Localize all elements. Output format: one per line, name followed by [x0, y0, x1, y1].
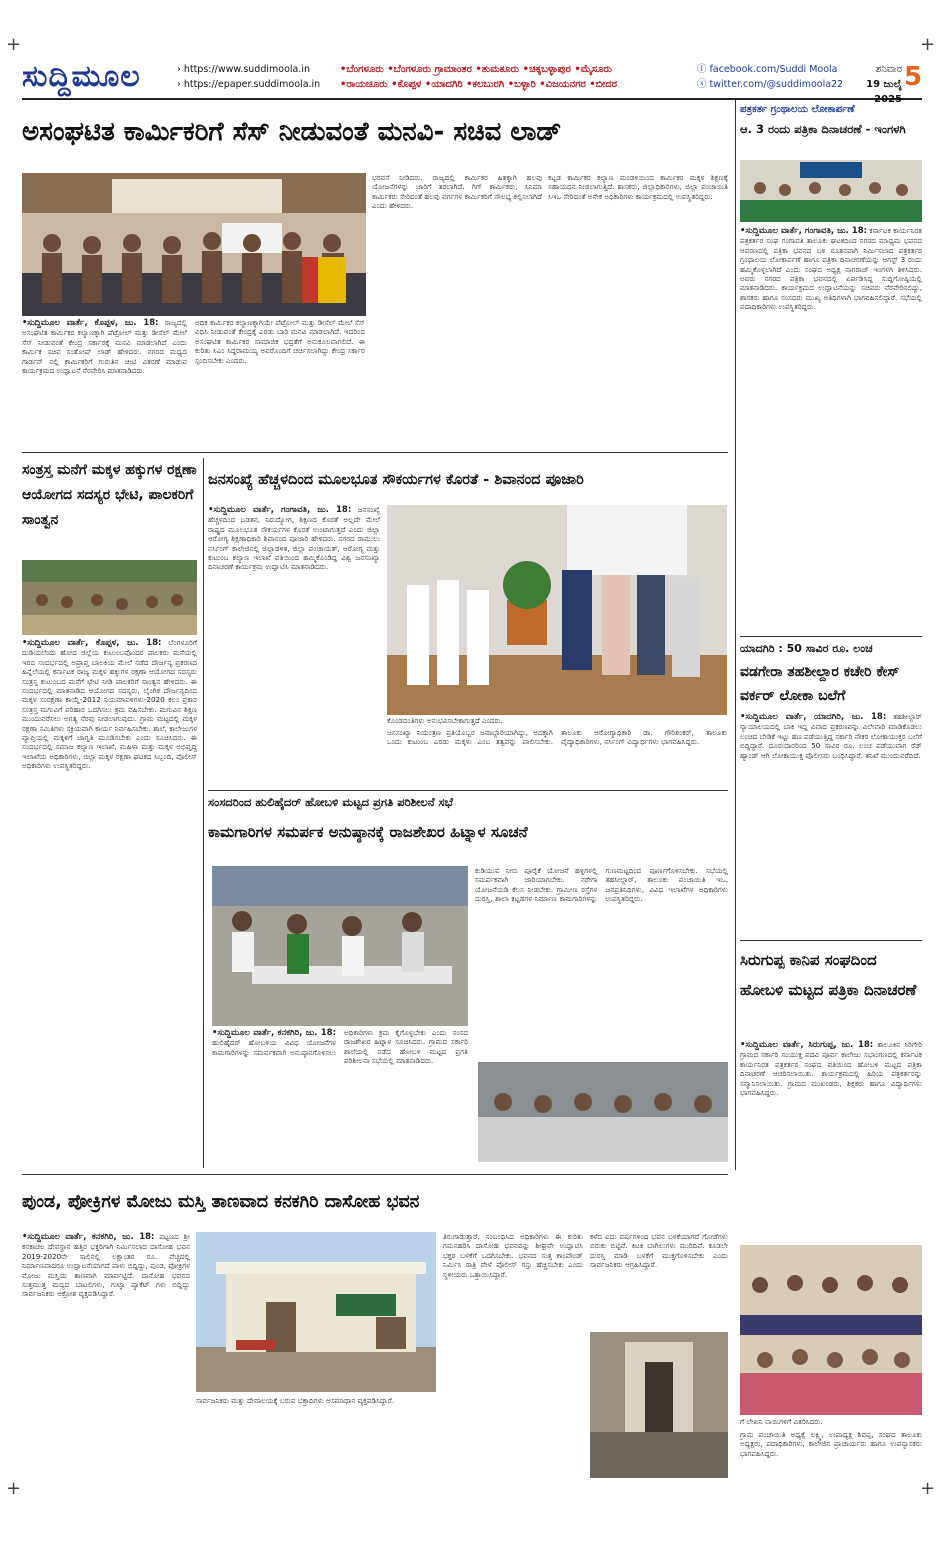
- cities-line: •ಬೆಂಗಳೂರು •ಬೆಂಗಳೂರು ಗ್ರಾಮಾಂತರ •ತುಮಕೂರು •ಚಿಕ್ಕಬಳ್ಳಾಪುರ •ಮೈಸೂರು: [340, 64, 612, 75]
- children-story-photo[interactable]: [22, 560, 197, 635]
- dasoha-body: •ಸುದ್ದಿಮೂಲ ವಾರ್ತೆ, ಕನಕಗಿರಿ, ಜು. 18: ಪಟ್ಟಣದ ಶ್ರೀ ಕನಕಾಚಲ ದೇವಸ್ಥಾನ ಹತ್ತಿರ ಭಕ್ತರಿಗಾಗಿ ನಿರ್ಮಿಸಲಾದ ದಾಸೋಹ ಭವನ 2019-2020ನೇ ಸಾಲಿನಲ್ಲಿ ಲಕ್ಷಾಂತರ ರೂ. ವೆಚ್ಚದಲ್ಲಿ ನಿರ್ಮಾಣವಾದರೂ ಉದ್ಘಾಟನೆಯಾಗದೆ ಪಾಳು ಬಿದ್ದಿದ್ದು, ಪುಂಡ, ಪೋಕ್ರಿಗಳ ಮೋಜು ಮಸ್ತಿಯ ತಾಣವಾಗಿ ಮಾರ್ಪಟ್ಟಿದೆ. ದಾಸೋಹ ಭವನದ ಸುತ್ತಮುತ್ತ ಮದ್ಯದ ಬಾಟಲಿಗಳು, ಗುಟ್ಕಾ ಪ್ಯಾಕೆಟ್ ಗಳು ಬಿದ್ದಿದ್ದು ಸಾರ್ವಜನಿಕರು ಆಕ್ರೋಶ ವ್ಯಕ್ತಪಡಿಸಿದ್ದಾರೆ.: [22, 1232, 190, 1299]
- byline: •ಸುದ್ದಿಮೂಲ ವಾರ್ತೆ, ಕನಕಗಿರಿ, ಜು. 18:: [212, 1028, 336, 1038]
- review-meeting-photo: [212, 866, 468, 1026]
- crop-mark: +: [6, 34, 22, 55]
- section-rule: [740, 636, 922, 637]
- dasoha-body-3: ಕಳೆದ ಐದು ವರ್ಷಗಳಿಂದ ಭವನ ಬಳಕೆಯಾಗದೆ ಗೋಡೆಗಳು ಬಿರುಕು ಬಿಟ್ಟಿವೆ. ಕಿಟಕಿ ಬಾಗಿಲುಗಳು ಮುರಿದಿವೆ. ಕೂಡಲೇ ದುರಸ್ತಿ ಮಾಡಿ ಬಳಕೆಗೆ ಮುಕ್ತಗೊಳಿಸಬೇಕು ಎಂದು ಸಾರ್ವಜನಿಕರು ಆಗ್ರಹಿಸಿದ್ದಾರೆ.: [590, 1232, 728, 1270]
- facebook-link[interactable]: ⓕ facebook.com/Suddi Moola: [697, 64, 838, 75]
- twitter-icon: ⓧ: [697, 79, 707, 90]
- lead-column-2: ಅಧಿಕ ಕಾರ್ಮಿಕರ ಕಲ್ಯಾಣಕ್ಕಾಗಿಯೇ ಪೆಟ್ರೋಲ್ ಮತ್ತು ಡೀಸೆಲ್ ಮೇಲೆ ಸೆಸ್ ವಿಧಿಸಿ ನೀಡುವಂತೆ ಕೇಂದ್ರಕ್ಕೆ ಎರಡು ಬಾರಿ ಮನವಿ ಮಾಡಲಾಗಿದೆ. ಇದರಿಂದ ಅಸಂಘಟಿತ ಕಾರ್ಮಿಕರ ಸಾಮಾಜಿಕ ಭದ್ರತೆಗೆ ಅನುಕೂಲವಾಗಲಿದೆ. ಈ ಕುರಿತು ಸಿಎಂ ಸಿದ್ದರಾಮಯ್ಯ ಅವರೊಂದಿಗೆ ಚರ್ಚಿಸಲಾಗಿದ್ದು ಕೇಂದ್ರ ಸರ್ಕಾರ ಸ್ಪಂದಿಸಬೇಕು ಎಂದರು.: [195, 318, 365, 365]
- section-rule: [208, 790, 728, 791]
- lead-column-4: ಕಟ್ಟಡ ಕಾರ್ಮಿಕರ ಕಲ್ಯಾಣ ಮಂಡಳಿಯಿಂದ ಕಾರ್ಮಿಕರ ಮಕ್ಕಳ ಶಿಕ್ಷಣಕ್ಕೆ ಸಹಾಯಧನ ನೀಡಲಾಗುತ್ತಿದೆ. ಶಾಸಕರು, ಜಿಲ್ಲಾಧಿಕಾರಿಗಳು, ಜಿಲ್ಲಾ ಪಂಚಾಯಿತಿ ಸಿಇಒ ಸೇರಿದಂತೆ ಅನೇಕ ಅಧಿಕಾರಿಗಳು ಕಾರ್ಯಕ್ರಮದಲ್ಲಿ ಉಪಸ್ಥಿತರಿದ್ದರು.: [548, 173, 728, 201]
- population-story-body-2: ಜನಸಂಖ್ಯಾ ನಿಯಂತ್ರಣ ಪ್ರತಿಯೊಬ್ಬರ ಜವಾಬ್ದಾರಿಯಾಗಿದ್ದು, ಅದಕ್ಕಾಗಿ ಒಂದು ಕುಟುಂಬ ಎರಡು ಮಕ್ಕಳು ಎಂಬ ತತ್ವವನ್ನು ಪಾಲಿಸಬೇಕು. ತಾಲೂಕು ಆರೋಗ್ಯಾಧಿಕಾರಿ ಡಾ. ಗೌರಿಶಂಕರ್, ತಾಲೂಕು ವೈದ್ಯಾಧಿಕಾರಿಗಳು, ನರ್ಸಿಂಗ್ ವಿದ್ಯಾರ್ಥಿಗಳು ಭಾಗವಹಿಸಿದ್ದರು.: [387, 728, 727, 747]
- lead-photo[interactable]: [22, 173, 366, 316]
- press-meet-photo: [740, 160, 922, 222]
- dasoha-body-2: ತಿರುಗಾಡುತ್ತಾರೆ. ಸಂಬಂಧಿಸಿದ ಅಧಿಕಾರಿಗಳು ಈ ಕುರಿತು ಗಮನಹರಿಸಿ ದಾಸೋಹ ಭವನವನ್ನು ಶೀಘ್ರವೇ ಉದ್ಘಾಟಿಸಿ ಭಕ್ತರ ಬಳಕೆಗೆ ಒದಗಿಸಬೇಕು. ಭವನದ ಸುತ್ತ ಕಾಂಪೌಂಡ್ ನಿರ್ಮಿಸಿ ರಾತ್ರಿ ವೇಳೆ ಪೊಲೀಸ್ ಗಸ್ತು ಹೆಚ್ಚಿಸಬೇಕು ಎಂದು ಸ್ಥಳೀಯರು ಒತ್ತಾಯಿಸಿದ್ದಾರೆ.: [443, 1232, 583, 1279]
- section-rule: [740, 940, 922, 941]
- column-divider: [203, 458, 204, 1168]
- dasoha-photo[interactable]: [196, 1232, 436, 1392]
- facebook-icon: ⓕ: [697, 64, 707, 75]
- siruguppa-photo-caption: ಗೆ ಲೇಖನಿ ನಾಯಿಗಳಿಗೆ ವಿತರಿಸಿದರು.: [740, 1417, 823, 1426]
- byline: •ಸುದ್ದಿಮೂಲ ವಾರ್ತೆ, ಸಿರುಗುಪ್ಪ, ಜು. 18:: [740, 1040, 874, 1050]
- lokayukta-kicker[interactable]: ಯಾದಗಿರಿ : 50 ಸಾವಿರ ರೂ. ಲಂಚ: [740, 642, 873, 655]
- byline: •ಸುದ್ದಿಮೂಲ ವಾರ್ತೆ, ಗಂಗಾವತಿ, ಜು. 18:: [740, 226, 868, 236]
- sidebar-top-photo[interactable]: [740, 160, 922, 222]
- section-rule: [22, 452, 728, 453]
- issue-date: 19 ಜುಲೈ 2025: [866, 79, 902, 105]
- page-number: 5: [904, 62, 923, 92]
- dasoha-interior-photo: [590, 1332, 728, 1478]
- population-photo-caption: ಕೊಂಡದಂತಿಗಳು ಅನುಭವಿಸಬೇಕಾಗುತ್ತದೆ ಎಂದರು.: [387, 716, 503, 725]
- mp-story-photo-2[interactable]: [478, 1062, 728, 1162]
- mp-story-body: •ಸುದ್ದಿಮೂಲ ವಾರ್ತೆ, ಕನಕಗಿರಿ, ಜು. 18: ಹುಲಿಹೈದರ್ ಹೋಬಳಿಯ ವಿವಿಧ ಯೋಜನೆಗಳ ಕಾಮಗಾರಿಗಳನ್ನು ಸಮರ್ಪಕವಾಗಿ ಅನುಷ್ಠಾನಗೊಳಿಸಲು ಅಧಿಕಾರಿಗಳು ಕ್ರಮ ಕೈಗೊಳ್ಳಬೇಕು ಎಂದು ಸಂಸದ ರಾಜಶೇಖರ ಹಿಟ್ನಾಳ ಸೂಚಿಸಿದರು. ಗ್ರಾಮದ ಸರ್ಕಾರಿ ಶಾಲೆಯಲ್ಲಿ ನಡೆದ ಹೋಬಳಿ ಮಟ್ಟದ ಪ್ರಗತಿ ಪರಿಶೀಲನಾ ಸಭೆಯಲ್ಲಿ ಮಾತನಾಡಿದರು.: [212, 1028, 468, 1066]
- dasoha-photo-caption: ಸಾರ್ವಜನಿಕರು ಮತ್ತು ದೇವಾಲಯಕ್ಕೆ ಬರುವ ಭಕ್ತಾದಿಗಳು ಅಸಮಾಧಾನ ವ್ಯಕ್ತಪಡಿಸಿದ್ದಾರೆ.: [196, 1396, 395, 1405]
- masthead: [22, 58, 923, 105]
- lokayukta-body: •ಸುದ್ದಿಮೂಲ ವಾರ್ತೆ, ಯಾದಗಿರಿ, ಜು. 18: ತಹಶೀಲ್ದಾರ್ ನ್ಯಾಯಾಲಯದಲ್ಲಿ ಬಾಕಿ ಇದ್ದ ವಿವಾದ ಪ್ರಕರಣವನ್ನು ವಿಲೇವಾರಿ ಮಾಡಿಕೊಡಲು ಲಂಚದ ಬೇಡಿಕೆ ಇಟ್ಟು ಹಣ ಪಡೆಯುತ್ತಿದ್ದ ಸರ್ಕಾರಿ ನೌಕರ ಲೋಕಾಯುಕ್ತರ ಬಲೆಗೆ ಬಿದ್ದಿದ್ದಾರೆ. ದೂರುದಾರರಿಂದ 50 ಸಾವಿರ ರೂ. ಲಂಚ ಪಡೆಯುವಾಗ ರೆಡ್ ಹ್ಯಾಂಡ್ ಆಗಿ ಲೋಕಾಯುಕ್ತ ಪೊಲೀಸರು ಬಂಧಿಸಿದ್ದಾರೆ. ತನಿಖೆ ಮುಂದುವರೆದಿದೆ.: [740, 712, 922, 760]
- byline: •ಸುದ್ದಿಮೂಲ ವಾರ್ತೆ, ಕೊಪ್ಪಳ, ಜು. 18:: [22, 638, 162, 648]
- sidebar-top-headline[interactable]: ಆ. 3 ರಂದು ಪತ್ರಿಕಾ ದಿನಾಚರಣೆ - ಇಂಗಳಗಿ: [740, 122, 906, 136]
- sidebar-top-body: •ಸುದ್ದಿಮೂಲ ವಾರ್ತೆ, ಗಂಗಾವತಿ, ಜು. 18: ಕರ್ನಾಟಕ ಕಾರ್ಯನಿರತ ಪತ್ರಕರ್ತರ ಸಂಘ ಗಂಗಾವತಿ ತಾಲೂಕು ಘಟಕದಿಂದ ನಗರದ ಮಾಧ್ಯಮ ಭವನದ ಆವರಣದಲ್ಲಿ ಪತ್ರಿಕಾ ಭವನದ ಬಳಿ ನೂತನವಾಗಿ ನಿರ್ಮಿಸಲಾದ ಪತ್ರಕರ್ತರ ಗ್ರಂಥಾಲಯ ಲೋಕಾರ್ಪಣೆ ಹಾಗೂ ಪತ್ರಿಕಾ ದಿನಾಚರಣೆಯನ್ನು ಆಗಸ್ಟ್ 3 ರಂದು ಹಮ್ಮಿಕೊಳ್ಳಲಾಗಿದೆ ಎಂದು ಸಂಘದ ಅಧ್ಯಕ್ಷ ನಾಗರಾಜ್ ಇಂಗಳಗಿ ತಿಳಿಸಿದರು. ಅವರು ನಗರದ ಪತ್ರಿಕಾ ಭವನದಲ್ಲಿ ಏರ್ಪಡಿಸಿದ್ದ ಸುದ್ದಿಗೋಷ್ಠಿಯಲ್ಲಿ ಮಾತನಾಡಿದರು. ಕಾರ್ಯಕ್ರಮದ ಉದ್ಘಾಟನೆಯನ್ನು ಸಚಿವರು ನೆರವೇರಿಸಲಿದ್ದು, ಶಾಸಕರು ಹಾಗೂ ಸಂಸದರು ಮುಖ್ಯ ಅತಿಥಿಗಳಾಗಿ ಭಾಗವಹಿಸಲಿದ್ದಾರೆ. ಸಭೆಯಲ್ಲಿ ಪದಾಧಿಕಾರಿಗಳು ಉಪಸ್ಥಿತರಿದ್ದರು.: [740, 226, 922, 312]
- felicitation-photo: [740, 1245, 922, 1415]
- weekday: ಶನಿವಾರ: [875, 64, 902, 75]
- children-story-headline[interactable]: ಸಂತ್ರಸ್ತ ಮನೆಗೆ ಮಕ್ಕಳ ಹಕ್ಕುಗಳ ರಕ್ಷಣಾ ಆಯೋಗದ ಸದಸ್ಯರ ಭೇಟಿ, ಪಾಲಕರಿಗೆ ಸಾಂತ್ವನ: [22, 462, 197, 528]
- mp-story-headline[interactable]: ಕಾಮಗಾರಿಗಳ ಸಮರ್ಪಕ ಅನುಷ್ಠಾನಕ್ಕೆ ರಾಜಶೇಖರ ಹಿಟ್ನಾಳ ಸೂಚನೆ: [208, 823, 528, 841]
- crop-mark: +: [6, 1478, 22, 1499]
- twitter-link[interactable]: ⓧ twitter.com/@suddimoola22: [697, 79, 844, 90]
- lead-column-3: ಭರವಸೆ ನೀಡಿದರು. ರಾಜ್ಯದಲ್ಲಿ ಕಾರ್ಮಿಕರ ಹಿತಕ್ಕಾಗಿ ಹಲವು ಯೋಜನೆಗಳನ್ನು ಜಾರಿಗೆ ತರಲಾಗಿದೆ. ಗಿಗ್ ಕಾರ್ಮಿಕರು, ಸಿನಿಮಾ ಕಾರ್ಮಿಕರು ಸೇರಿದಂತೆ ಹಲವು ವರ್ಗಗಳ ಕಾರ್ಮಿಕರಿಗೆ ಸೌಲಭ್ಯ ಕಲ್ಪಿಸಲಾಗಿದೆ ಎಂದು ಹೇಳಿದರು.: [372, 173, 542, 211]
- plant-watering-photo: [387, 505, 727, 715]
- dasoha-headline[interactable]: ಪುಂಡ, ಪೋಕ್ರಿಗಳ ಮೋಜು ಮಸ್ತಿ ತಾಣವಾದ ಕನಕಗಿರಿ ದಾಸೋಹ ಭವನ: [22, 1192, 420, 1212]
- lead-intro: •ಸುದ್ದಿಮೂಲ ವಾರ್ತೆ, ಕೊಪ್ಪಳ, ಜು. 18: ರಾಜ್ಯದಲ್ಲಿ ಅಸಂಘಟಿತ ಕಾರ್ಮಿಕರ ಕಲ್ಯಾಣಕ್ಕಾಗಿ ಪೆಟ್ರೋಲ್ ಮತ್ತು ಡೀಸೆಲ್ ಮೇಲೆ ಸೆಸ್ ನೀಡುವಂತೆ ಕೇಂದ್ರ ಸರ್ಕಾರಕ್ಕೆ ಮನವಿ ಮಾಡಲಾಗಿದೆ ಎಂದು ಕಾರ್ಮಿಕ ಸಚಿವ ಸಂತೋಷ್ ಲಾಡ್ ಹೇಳಿದರು. ನಗರದ ಮಧ್ಯದ ಗಾರ್ಡನ್ ನಲ್ಲಿ ಕಾರ್ಮಿಕರಿಗೆ ಗುರುತಿನ ಚೀಟಿ ವಿತರಣೆ ಮಾಡುವ ಕಾರ್ಯಕ್ರಮದ ಉದ್ಘಾಟನೆ ನೆರವೇರಿಸಿ ಮಾತನಾಡಿದರು.: [22, 318, 187, 376]
- mp-story-photo[interactable]: [212, 866, 468, 1026]
- children-story-body: •ಸುದ್ದಿಮೂಲ ವಾರ್ತೆ, ಕೊಪ್ಪಳ, ಜು. 18: ಬೆಂಗಳೂರಿಗೆ ದುಡಿಯಲೆಂದು ಹೋದ ಜಿಲ್ಲೆಯ ಕುಟುಂಬವೊಂದರ ಪಾಲಕರು ಮನೆಯಲ್ಲಿ ಇರದ ಸಂದರ್ಭದಲ್ಲಿ ಅಪ್ರಾಪ್ತ ಬಾಲಕಿಯ ಮೇಲೆ ನಡೆದ ದೌರ್ಜನ್ಯ ಪ್ರಕರಣದ ಹಿನ್ನೆಲೆಯಲ್ಲಿ ಕರ್ನಾಟಕ ರಾಜ್ಯ ಮಕ್ಕಳ ಹಕ್ಕುಗಳ ರಕ್ಷಣಾ ಆಯೋಗದ ಸದಸ್ಯರು ಸಂತ್ರಸ್ತ ಕುಟುಂಬದ ಮನೆಗೆ ಭೇಟಿ ನೀಡಿ ಪಾಲಕರಿಗೆ ಸಾಂತ್ವನ ಹೇಳಿದರು. ಈ ಸಂದರ್ಭದಲ್ಲಿ ಮಾತನಾಡಿದ ಆಯೋಗದ ಸದಸ್ಯರು, ಲೈಂಗಿಕ ದೌರ್ಜನ್ಯದಿಂದ ಮಕ್ಕಳ ಸಂರಕ್ಷಣಾ ಕಾಯ್ದೆ-2012 ನಿಯಮಾವಳಿಗಳು-2020 ಕಲಂ ಪ್ರಕಾರ ಸಂತ್ರಸ್ತ ಮಗುವಿಗೆ ಪರಿಹಾರ ಒದಗಿಸಲು ಕ್ರಮ ವಹಿಸಬೇಕು. ಮಗುವಿನ ಶಿಕ್ಷಣ ಮುಂದುವರೆಸಲು ಅಗತ್ಯ ನೆರವು ನೀಡಲಾಗುವುದು. ಗ್ರಾಮ ಮಟ್ಟದಲ್ಲಿ ಮಕ್ಕಳ ರಕ್ಷಣಾ ಸಮಿತಿಗಳು ಸಕ್ರಿಯವಾಗಿ ಕಾರ್ಯ ನಿರ್ವಹಿಸಬೇಕು. ಶಾಲೆ, ಕಾಲೇಜುಗಳ ವ್ಯಾಪ್ತಿಯಲ್ಲಿ ಮಕ್ಕಳಿಗೆ ಜಾಗೃತಿ ಮೂಡಿಸಬೇಕು ಎಂದು ಸೂಚಿಸಿದರು. ಈ ಸಂದರ್ಭದಲ್ಲಿ ಸಮಾಜ ಕಲ್ಯಾಣ ಇಲಾಖೆ, ಮಹಿಳಾ ಮತ್ತು ಮಕ್ಕಳ ಅಭಿವೃದ್ಧಿ ಇಲಾಖೆಯ ಅಧಿಕಾರಿಗಳು, ಜಿಲ್ಲಾ ಮಕ್ಕಳ ರಕ್ಷಣಾ ಘಟಕದ ಸಿಬ್ಬಂದಿ, ಪೊಲೀಸ್ ಅಧಿಕಾರಿಗಳು ಉಪಸ್ಥಿತರಿದ್ದರು.: [22, 638, 197, 771]
- siruguppa-body-2: ಗ್ರಾಮ ಪಂಚಾಯಿತಿ ಅಧ್ಯಕ್ಷೆ ಲಕ್ಷ್ಮಿ, ಉಪಾಧ್ಯಕ್ಷ ಶಿವಪ್ಪ, ಸಂಘದ ತಾಲೂಕು ಅಧ್ಯಕ್ಷರು, ಪದಾಧಿಕಾರಿಗಳು, ಕಾಲೇಜಿನ ಪ್ರಾಚಾರ್ಯರು ಹಾಗೂ ಉಪನ್ಯಾಸಕರು ಭಾಗವಹಿಸಿದ್ದರು.: [740, 1430, 922, 1458]
- mp-story-kicker[interactable]: ಸಂಸದರಿಂದ ಹುಲಿಹೈದರ್ ಹೋಬಳಿ ಮಟ್ಟದ ಪ್ರಗತಿ ಪರಿಶೀಲನೆ ಸಭೆ: [208, 795, 453, 809]
- sidebar-top-kicker[interactable]: ಪತ್ರಕರ್ತ ಗ್ರಂಥಾಲಯ ಲೋಕಾರ್ಪಣೆ: [740, 104, 855, 115]
- epaper-link[interactable]: › https://epaper.suddimoola.in: [177, 79, 321, 90]
- lokayukta-headline[interactable]: ವಡಗೇರಾ ತಹಶೀಲ್ದಾರ ಕಚೇರಿ ಕೇಸ್ ವರ್ಕರ್ ಲೋಕಾ ಬಲೆಗೆ: [740, 664, 900, 704]
- social-links: [697, 62, 843, 92]
- dateline: [840, 62, 902, 107]
- dasoha-photo-2[interactable]: [590, 1332, 728, 1478]
- section-rule: [22, 1174, 728, 1175]
- byline: •ಸುದ್ದಿಮೂಲ ವಾರ್ತೆ, ಕೊಪ್ಪಳ, ಜು. 18:: [22, 318, 159, 328]
- newspaper-logo[interactable]: ಸುದ್ದಿಮೂಲ: [22, 59, 141, 94]
- website-links: [177, 62, 320, 92]
- lead-headline[interactable]: ಅಸಂಘಟಿತ ಕಾರ್ಮಿಕರಿಗೆ ಸೆಸ್ ನೀಡುವಂತೆ ಮನವಿ- ಸಚಿವ ಲಾಡ್: [22, 117, 562, 147]
- siruguppa-body: •ಸುದ್ದಿಮೂಲ ವಾರ್ತೆ, ಸಿರುಗುಪ್ಪ, ಜು. 18: ತಾಲೂಕಿನ ಸಿರಿಗೇರಿ ಗ್ರಾಮದ ಸರ್ಕಾರಿ ಸಂಯುಕ್ತ ಪದವಿ ಪೂರ್ವ ಕಾಲೇಜು ಸಭಾಂಗಣದಲ್ಲಿ ಕರ್ನಾಟಕ ಕಾರ್ಯನಿರತ ಪತ್ರಕರ್ತರ ಸಂಘದ ವತಿಯಿಂದ ಹೋಬಳಿ ಮಟ್ಟದ ಪತ್ರಿಕಾ ದಿನಾಚರಣೆ ಆಚರಿಸಲಾಯಿತು. ಕಾರ್ಯಕ್ರಮದಲ್ಲಿ ಹಿರಿಯ ಪತ್ರಕರ್ತರನ್ನು ಸನ್ಮಾನಿಸಲಾಯಿತು. ಗ್ರಾಮದ ಮುಖಂಡರು, ಶಿಕ್ಷಕರು ಹಾಗೂ ವಿದ್ಯಾರ್ಥಿಗಳು ಭಾಗವಹಿಸಿದ್ದರು.: [740, 1040, 922, 1098]
- population-story-body: •ಸುದ್ದಿಮೂಲ ವಾರ್ತೆ, ಗಂಗಾವತಿ, ಜು. 18: ಜನಸಂಖ್ಯೆ ಹೆಚ್ಚಳದಿಂದ ಬಡತನ, ನಿರುದ್ಯೋಗ, ಶಿಕ್ಷಣದ ಕೊರತೆ ಅಲ್ಲದೇ ಮೇಲೆ ರಾಷ್ಟ್ರದ ಮೂಲಭೂತ ಸೌಕರ್ಯಗಳ ಕೊರತೆ ಉಂಟಾಗುತ್ತದೆ ಎಂದು ಜಿಲ್ಲಾ ಆರೋಗ್ಯ ಶಿಕ್ಷಣಾಧಿಕಾರಿ ಶಿವಾನಂದ ಪೂಜಾರಿ ಹೇಳಿದರು. ನಗರದ ರಾಮುಲು ನರ್ಸಿಂಗ್ ಕಾಲೇಜಿನಲ್ಲಿ ಜಿಲ್ಲಾಡಳಿತ, ಜಿಲ್ಲಾ ಪಂಚಾಯತ್, ಆರೋಗ್ಯ ಮತ್ತು ಕುಟುಂಬ ಕಲ್ಯಾಣ ಇಲಾಖೆ ವತಿಯಿಂದ ಹಮ್ಮಿಕೊಂಡಿದ್ದ ವಿಶ್ವ ಜನಸಂಖ್ಯಾ ದಿನಾಚರಣೆ ಕಾರ್ಯಕ್ರಮ ಉದ್ಘಾಟಿಸಿ ಮಾತನಾಡಿದರು.: [208, 505, 380, 572]
- byline: •ಸುದ್ದಿಮೂಲ ವಾರ್ತೆ, ಯಾದಗಿರಿ, ಜು. 18:: [740, 712, 887, 722]
- ceremony-photo: [22, 173, 366, 316]
- crop-mark: +: [920, 1478, 936, 1499]
- audience-photo: [478, 1062, 728, 1162]
- column-divider: [735, 100, 736, 1170]
- byline: •ಸುದ್ದಿಮೂಲ ವಾರ್ತೆ, ಗಂಗಾವತಿ, ಜು. 18:: [208, 505, 352, 515]
- siruguppa-headline[interactable]: ಸಿರುಗುಪ್ಪ ಕಾನಿಪ ಸಂಘದಿಂದ ಹೋಬಳಿ ಮಟ್ಟದ ಪತ್ರಿಕಾ ದಿನಾಚರಣೆ: [740, 951, 917, 999]
- population-story-photo[interactable]: [387, 505, 727, 715]
- crop-mark: +: [920, 34, 936, 55]
- mp-story-body-right: ಕುಡಿಯುವ ನೀರು ಪೂರೈಕೆ ಯೋಜನೆ ಹಳ್ಳಿಗಳಲ್ಲಿ ಸಮರ್ಪಕವಾಗಿ ಜಾರಿಯಾಗಬೇಕು. ನರೇಗಾ ಯೋಜನೆಯಡಿ ಕೆಲಸ ನೀಡಬೇಕು. ಗ್ರಾಮೀಣ ರಸ್ತೆಗಳ ದುರಸ್ತಿ, ಶಾಲಾ ಕಟ್ಟಡಗಳ ನಿರ್ಮಾಣ ಕಾಮಗಾರಿಗಳನ್ನು ಗುಣಮಟ್ಟದಿಂದ ಪೂರ್ಣಗೊಳಿಸಬೇಕು. ಸಭೆಯಲ್ಲಿ ತಹಸೀಲ್ದಾರ್, ತಾಲೂಕು ಪಂಚಾಯಿತಿ ಇಒ, ಜನಪ್ರತಿನಿಧಿಗಳು, ವಿವಿಧ ಇಲಾಖೆಗಳ ಅಧಿಕಾರಿಗಳು ಉಪಸ್ಥಿತರಿದ್ದರು.: [475, 866, 728, 904]
- byline: •ಸುದ್ದಿಮೂಲ ವಾರ್ತೆ, ಕನಕಗಿರಿ, ಜು. 18:: [22, 1232, 155, 1242]
- siruguppa-photo[interactable]: [740, 1245, 922, 1415]
- cities-line: •ರಾಯಚೂರು •ಕೊಪ್ಪಳ •ಯಾದಗಿರಿ •ಕಲಬುರಗಿ •ಬಳ್ಳಾರಿ •ವಿಜಯನಗರ •ಬೀದರ: [340, 79, 617, 90]
- edition-cities: [340, 62, 690, 92]
- home-visit-photo: [22, 560, 197, 635]
- dasoha-bhavan-photo: [196, 1232, 436, 1392]
- website-link[interactable]: › https://www.suddimoola.in: [177, 64, 311, 75]
- population-story-headline[interactable]: ಜನಸಂಖ್ಯೆ ಹೆಚ್ಚಳದಿಂದ ಮೂಲಭೂತ ಸೌಕರ್ಯಗಳ ಕೊರತೆ - ಶಿವಾನಂದ ಪೂಜಾರಿ: [208, 472, 584, 488]
